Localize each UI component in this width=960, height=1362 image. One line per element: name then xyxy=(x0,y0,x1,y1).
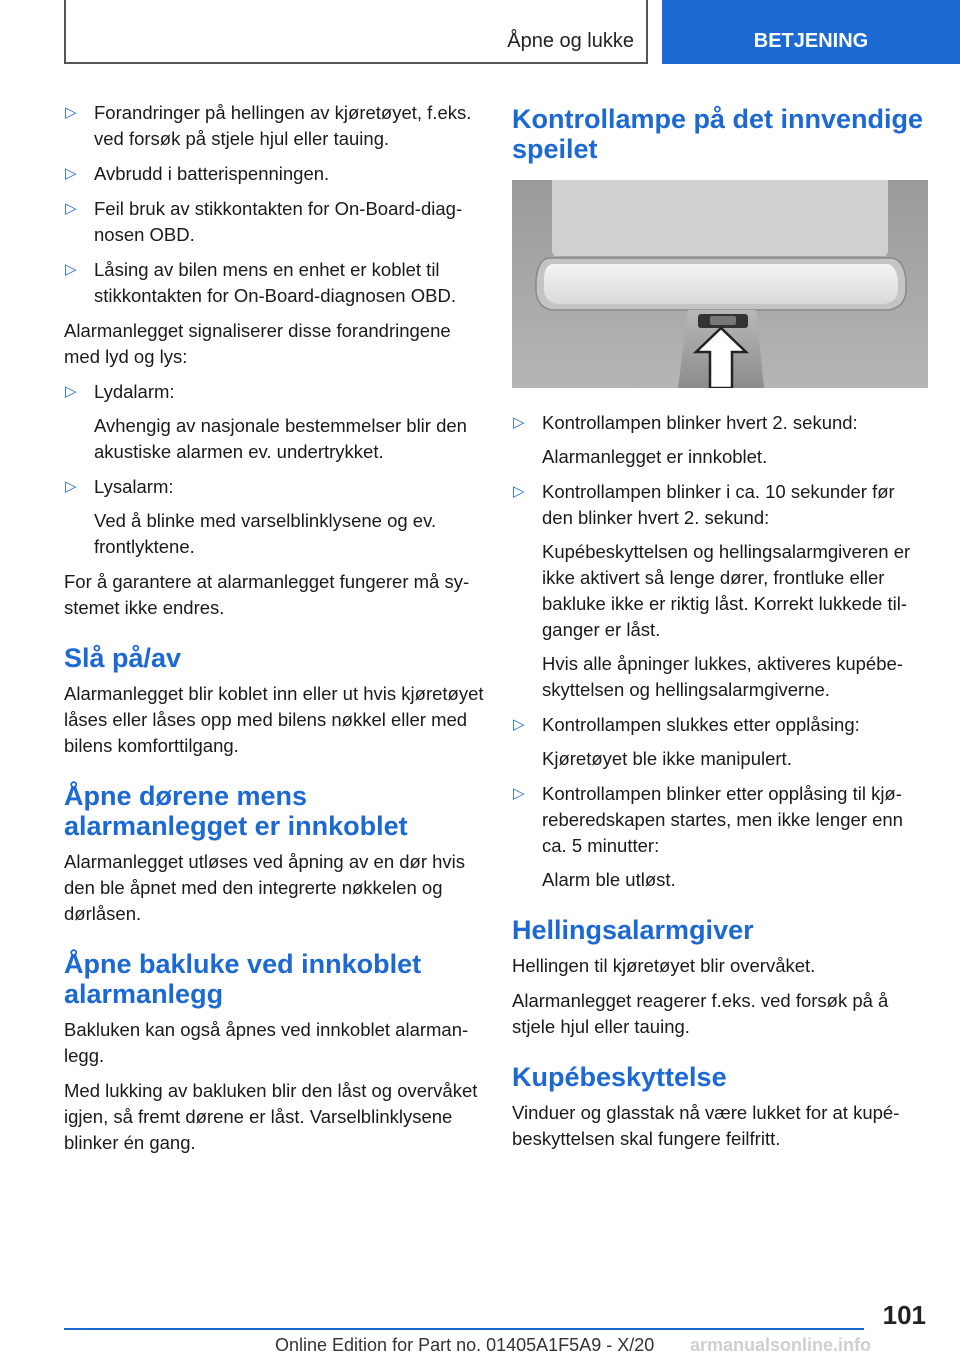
header-section-box xyxy=(64,0,648,64)
triangle-bullet-icon: ▷ xyxy=(513,414,525,431)
signal-list xyxy=(64,379,484,560)
paragraph-on-off: Alarmanlegget blir koblet inn eller ut hvis kjøretøyet låses eller låses opp med bilens nøkkel eller med bilens komforttilgang. xyxy=(64,683,484,756)
trigger-list xyxy=(64,100,484,309)
chapter-title: BETJENING xyxy=(662,0,960,64)
triangle-bullet-icon: ▷ xyxy=(513,785,525,802)
list-item: ▷ Feil bruk av stikkontakten for On-Board-diagnosen OBD. xyxy=(65,198,463,245)
paragraph-signal: Alarmanlegget signaliserer disse forandringene med lyd og lys: xyxy=(64,320,451,367)
heading-tilt-alarm: Hellingsalarmgiver xyxy=(512,915,754,945)
list-item: ▷ Kontrollampen blinker i ca. 10 sekunder før den blinker hvert 2. sekund: Kupébeskyttelsen og hellingsalarmgiveren er ikke aktivert så lenge dører, frontluke eller bakluke ikke er riktig låst. Korrekt lukkede tilganger er låst. Hvis alle åpninger lukkes, aktiveres kupébeskyttelsen og hellingsalarmgiverne. xyxy=(513,481,911,700)
triangle-bullet-icon: ▷ xyxy=(65,165,77,182)
triangle-bullet-icon: ▷ xyxy=(513,483,525,500)
list-item: ▷ Lydalarm: Avhengig av nasjonale bestemmelser blir den akustiske alarmen ev. undertrykket. xyxy=(65,381,467,462)
paragraph-tilt-2: Alarmanlegget reagerer f.eks. ved forsøk på å stjele hjul eller tauing. xyxy=(512,990,889,1037)
paragraph-guarantee: For å garantere at alarmanlegget fungerer må systemet ikke endres. xyxy=(64,571,470,618)
paragraph-trunk-1: Bakluken kan også åpnes ved innkoblet alarmanlegg. xyxy=(64,1019,469,1066)
triangle-bullet-icon: ▷ xyxy=(65,478,77,495)
triangle-bullet-icon: ▷ xyxy=(65,200,77,217)
triangle-bullet-icon: ▷ xyxy=(513,716,525,733)
footer-edition: Online Edition for Part no. 01405A1F5A9 - X/20 xyxy=(275,1335,655,1355)
paragraph-cabin: Vinduer og glasstak nå være lukket for at kupébeskyttelsen skal fungere feilfritt. xyxy=(512,1102,900,1149)
list-item: ▷ Kontrollampen blinker hvert 2. sekund: Alarmanlegget er innkoblet. xyxy=(513,412,858,467)
right-column xyxy=(512,100,928,1161)
watermark: armanualsonline.info xyxy=(690,1335,872,1355)
heading-open-doors: Åpne dørene mens alarmanlegget er innkoblet xyxy=(64,781,408,841)
heading-on-off: Slå på/av xyxy=(64,643,182,673)
heading-open-trunk: Åpne bakluke ved innkoblet alarmanlegg xyxy=(64,949,422,1009)
heading-cabin-protection: Kupébeskyttelse xyxy=(512,1062,727,1092)
left-column xyxy=(64,100,484,1165)
list-item: ▷ Kontrollampen blinker etter opplåsing til kjøreberedskapen startes, men ikke lenger enn ca. 5 minutter: Alarm ble utløst. xyxy=(513,783,903,890)
mirror-illustration xyxy=(512,180,928,388)
list-item: ▷ Forandringer på hellingen av kjøretøyet, f.eks. ved forsøk på stjele hjul eller tauing. xyxy=(65,102,472,149)
list-item: ▷ Lysalarm: Ved å blinke med varselblinklysene og ev. frontlyktene. xyxy=(65,476,437,557)
rearview-mirror-image xyxy=(512,180,928,388)
lamp-status-list xyxy=(512,410,928,893)
paragraph-open-doors: Alarmanlegget utløses ved åpning av en dør hvis den ble åpnet med den integrerte nøkkelen og dørlåsen. xyxy=(64,851,466,924)
section-title: Åpne og lukke xyxy=(507,30,634,52)
triangle-bullet-icon: ▷ xyxy=(65,261,77,278)
page-number: 101 xyxy=(882,1300,926,1330)
list-item: ▷ Avbrudd i batterispenningen. xyxy=(64,161,484,187)
paragraph-trunk-2: Med lukking av bakluken blir den låst og overvåket igjen, så fremt dørene er låst. Varselblinklysene blinker én gang. xyxy=(64,1080,478,1153)
heading-control-lamp: Kontrollampe på det innvendige speilet xyxy=(512,104,924,164)
triangle-bullet-icon: ▷ xyxy=(65,383,77,400)
triangle-bullet-icon: ▷ xyxy=(65,104,77,121)
footer-divider xyxy=(64,1328,864,1330)
paragraph-tilt-1: Hellingen til kjøretøyet blir overvåket. xyxy=(512,955,816,976)
list-item: ▷ Låsing av bilen mens en enhet er koblet til stikkontakten for On-Board-diagnosen OBD. xyxy=(65,259,456,306)
list-item: ▷ Kontrollampen slukkes etter opplåsing: Kjøretøyet ble ikke manipulert. xyxy=(513,714,860,769)
